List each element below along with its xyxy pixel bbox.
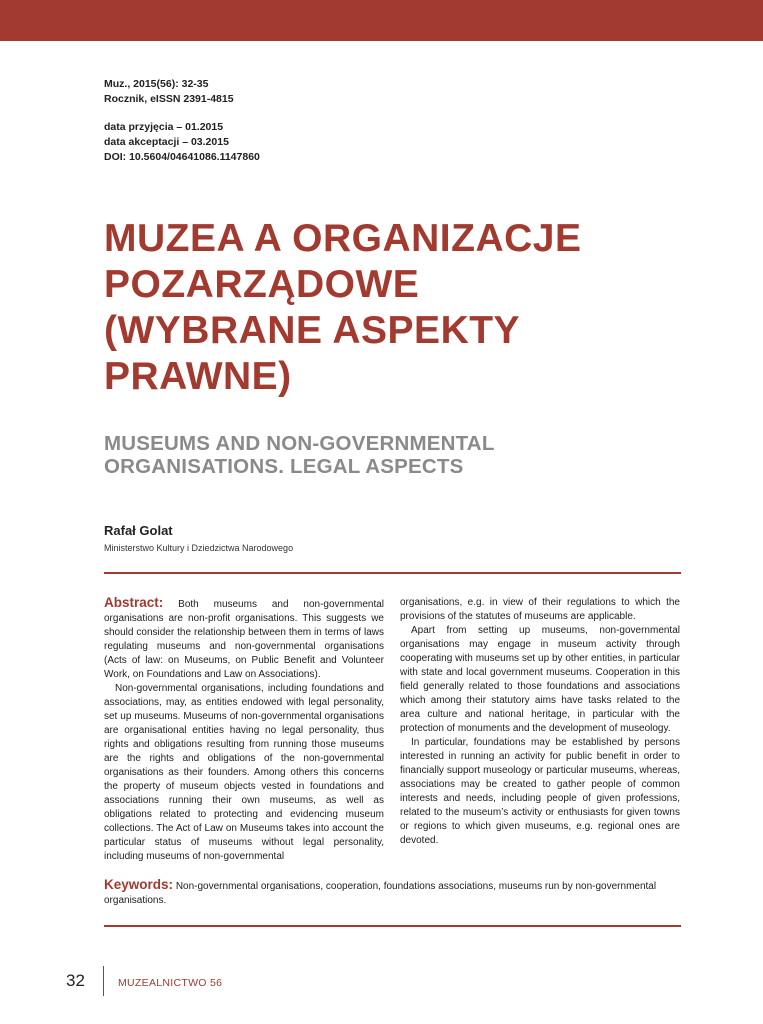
abstract-label: Abstract:: [104, 595, 164, 610]
title-line: PRAWNE): [104, 355, 292, 398]
received-date: data przyjęcia – 01.2015: [104, 121, 224, 133]
author-name: Rafał Golat: [104, 523, 173, 538]
abstract-paragraph: In particular, foundations may be established by persons interested in running an activity for public benefit in order to financially support museology or particular museums, whereas, associations may be created to gather people of common interests and needs, including people of given professions, related to the museum’s activity or enthusiasts for given towns or regions to which given museums, e.g. regional ones are devoted.: [400, 737, 680, 846]
divider: [104, 572, 681, 574]
keywords: [104, 878, 681, 908]
article-subtitle: [104, 432, 704, 478]
title-line: (WYBRANE ASPEKTY: [104, 309, 521, 352]
journal-name: MUZEALNICTWO 56: [118, 977, 223, 989]
keywords-text: Non-governmental organisations, cooperation, foundations associations, museums run by non-governmental organisations.: [104, 881, 657, 906]
subtitle-line: MUSEUMS AND NON-GOVERNMENTAL: [104, 432, 495, 455]
article-title: [104, 216, 704, 400]
page-number: 32: [66, 971, 85, 990]
title-line: MUZEA A ORGANIZACJE: [104, 217, 582, 260]
abstract-paragraph: organisations, e.g. in view of their regulations to which the provisions of the statutes of museums are applicable.: [400, 597, 680, 622]
keywords-label: Keywords:: [104, 877, 174, 892]
yearbook-issn: Rocznik, eISSN 2391-4815: [104, 93, 234, 105]
author-affiliation: Ministerstwo Kultury i Dziedzictwa Narodowego: [104, 543, 294, 553]
dates-block: [104, 120, 260, 165]
abstract-paragraph: [104, 596, 384, 682]
doi[interactable]: DOI: 10.5604/04641086.1147860: [104, 151, 260, 163]
accepted-date: data akceptacji – 03.2015: [104, 136, 229, 148]
subtitle-line: ORGANISATIONS. LEGAL ASPECTS: [104, 455, 464, 478]
citation: Muz., 2015(56): 32-35: [104, 78, 209, 90]
divider: [104, 925, 681, 927]
abstract-column-left: [104, 596, 384, 864]
citation-block: [104, 77, 234, 107]
abstract-column-right: [400, 596, 680, 848]
title-line: POZARZĄDOWE: [104, 263, 420, 306]
abstract-text: Both museums and non-governmental organisations are non-profit organisations. This suggests we should consider the relationship between them in terms of laws regulating museums and non-governmental organisations (Acts of law: on Museums, on Public Benefit and Volunteer Work, on Foundations and Law on Associations).: [104, 599, 385, 680]
header-bar: [0, 0, 763, 41]
footer-separator: [103, 966, 104, 996]
abstract-paragraph: Non-governmental organisations, including foundations and associations, may, as entities endowed with legal personality, set up museums. Museums of non-governmental organisations are organisational entities having no legal personality, thus rights and obligations resulting from running those museums are the rights and obligations of the non-governmental organisations as their founders. Among others this concerns the property of museum objects vested in foundations and associations running their own museums, as well as obligations related to protecting and evidencing museum collections. The Act of Law on Museums takes into account the particular status of museums without legal personality, including museums of non-governmental: [104, 683, 384, 862]
abstract-paragraph: Apart from setting up museums, non-governmental organisations may engage in museum activity through cooperating with museums set up by other entities, in particular with state and local government museums. Cooperation in this field generally related to those foundations and associations which among their statutory aims have tasks related to the area culture and national heritage, in particular with the protection of monuments and the development of museology.: [400, 625, 680, 734]
